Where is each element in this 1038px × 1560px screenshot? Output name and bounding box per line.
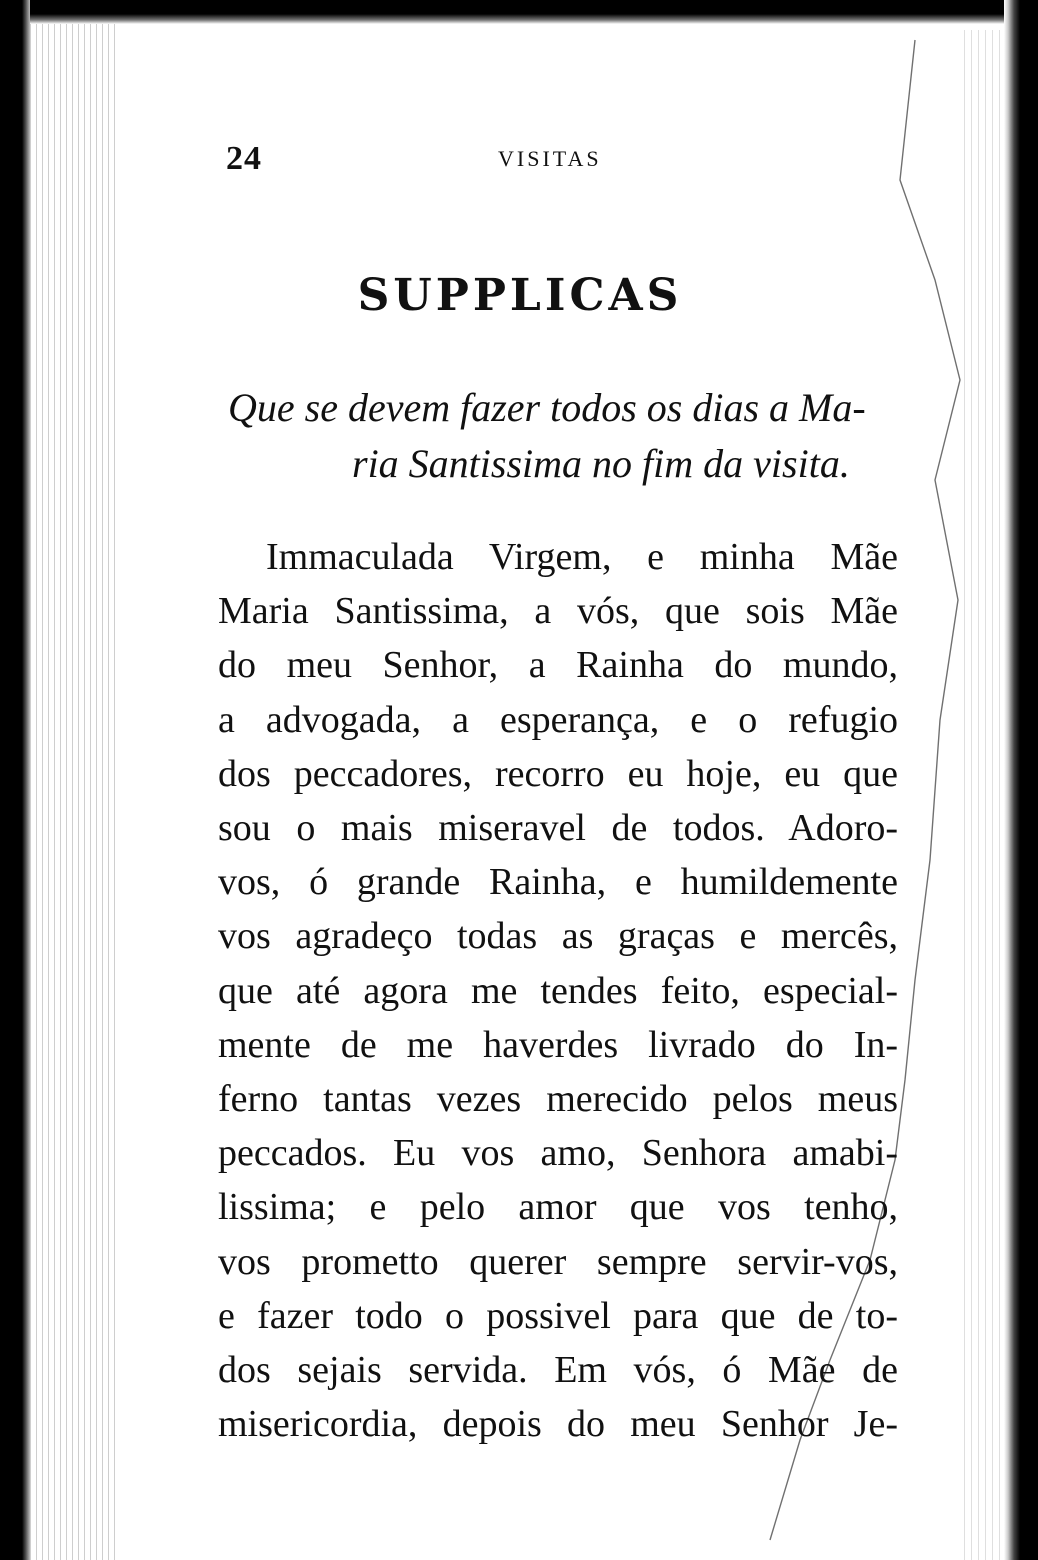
text-line: Maria Santissima, a vós, que sois Mãe [218, 590, 898, 633]
text-line: sou o mais miseravel de todos. Adoro- [218, 807, 898, 850]
right-edge-texture [964, 30, 1004, 1560]
section-subtitle [228, 380, 908, 492]
text-line: Immaculada Virgem, e minha Mãe [266, 536, 898, 578]
text-line: mente de me haverdes livrado do In- [218, 1023, 898, 1066]
page-right-edge [1004, 0, 1038, 1560]
gutter-texture [30, 20, 120, 1560]
text-line: vos agradeço todas as graças e mercês, [218, 915, 898, 958]
subtitle-line: Que se devem fazer todos os dias a Ma- [228, 385, 866, 430]
binding-shadow-left [0, 0, 30, 1560]
text-line: ferno tantas vezes merecido pelos meus [218, 1078, 898, 1121]
text-line: vos, ó grande Rainha, e humildemente [218, 861, 898, 904]
text-line: lissima; e pelo amor que vos tenho, [218, 1186, 898, 1229]
text-line: peccados. Eu vos amo, Senhora amabi- [218, 1132, 898, 1175]
text-line: e fazer todo o possivel para que de to- [218, 1294, 898, 1337]
text-line: vos prometto querer sempre servir-vos, [218, 1240, 898, 1283]
text-line: que até agora me tendes feito, especial- [218, 969, 898, 1012]
subtitle-line: ria Santissima no fim da visita. [352, 441, 850, 486]
page-header [226, 140, 646, 180]
page-number: 24 [226, 140, 262, 177]
text-line: misericordia, depois do meu Senhor Je- [218, 1403, 898, 1446]
body-paragraph [218, 530, 898, 1451]
section-title: SUPPLICAS [357, 270, 683, 321]
text-line: dos peccadores, recorro eu hoje, eu que [218, 752, 898, 795]
text-line: a advogada, a esperança, e o refugio [218, 698, 898, 741]
running-head: VISITAS [498, 146, 602, 171]
text-line: dos sejais servida. Em vós, ó Mãe de [218, 1349, 898, 1392]
text-line: do meu Senhor, a Rainha do mundo, [218, 644, 898, 687]
page-top-edge [30, 0, 1038, 24]
